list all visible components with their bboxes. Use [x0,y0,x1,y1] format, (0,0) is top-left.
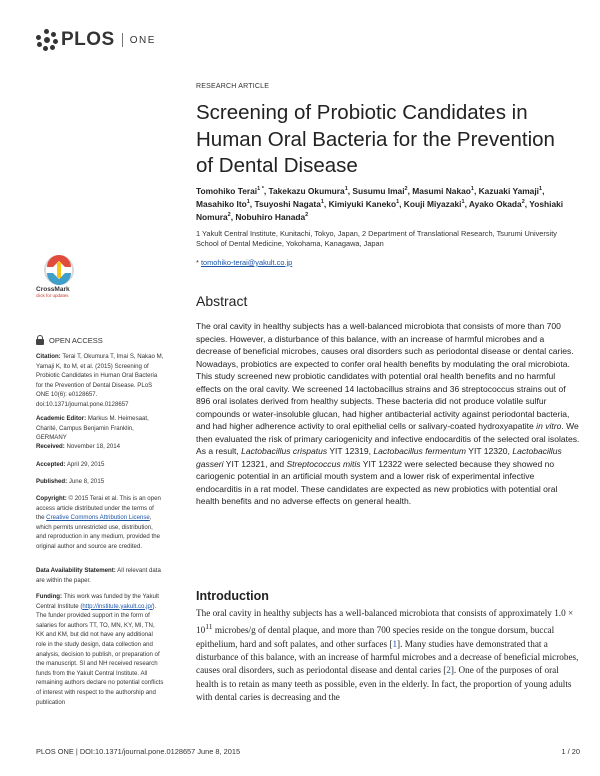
copyright-block: Copyright: © 2015 Terai et al. This is an open access article distributed under the terms of the Creative Commons Attribution License, which permits unrestricted use, distribution, and reproduction in any medium, provided the original author and source are credited. [36,495,161,550]
plos-dots-icon [36,29,58,51]
email-link[interactable]: tomohiko-terai@yakult.co.jp [200,258,293,267]
author-name: Susumu Imai$^2$ [352,185,408,196]
author-name: Ayako Okada$^2$ [468,198,525,209]
author-name: Masahiko Ito$^1$ [196,198,250,209]
email-marker: * [196,258,199,267]
author-name: Kimiyuki Kaneko$^1$ [328,198,400,209]
received-date: Received: November 18, 2014 [36,443,121,450]
introduction-text: The oral cavity in healthy subjects has a well-balanced microbiota that consists of approximately $1.0 \times 10^{11}$ microbes/g of dental plaque, and more than 700 species reside on the tongue dorsum, buccal epithelium, hard and soft palates, and other surfaces [1]. Many studies have demonstrated that a disturbance of this balance, with an increase of harmful microbes and a decrease of beneficial microbes, causes oral disorders, such as periodontal disease and dental caries [2]. One of the purposes of oral health is to retain as many teeth as possible, even in the elderly. In fact, the proportion of young adults with dental caries is decreasing and the [196,608,579,702]
affiliations: 1 Yakult Central Institute, Kunitachi, Tokyo, Japan, 2 Department of Translational Research, Tsurumi University School of Dental Medicine, Yokohama, Kanagawa, Japan [196,229,557,249]
crossmark-label: CrossMark [36,286,70,293]
page-footer [36,747,580,756]
abstract-heading: Abstract [196,293,248,309]
author-name: Takekazu Okumura$^1$ [268,185,348,196]
author-name: Masumi Nakao$^1$ [412,185,474,196]
author-list: Tomohiko Terai$^{1 *}$, Takekazu Okumura$^1$, Susumu Imai$^2$, Masumi Nakao$^1$, Kazuaki Yamaji$^1$, Masahiko Ito$^1$, Tsuyoshi Nagata$^1$, Kimiyuki Kaneko$^1$, Kouji Miyazaki$^1$, Ayako Okada$^2$, Yoshiaki Nomura$^2$, Nobuhiro Hanada$^2$ [196,185,564,222]
author-name: Yoshiaki Nomura$^2$ [196,198,564,222]
author-name: Nobuhiro Hanada$^2$ [235,211,309,222]
logo-divider [122,33,123,47]
academic-editor-block: Academic Editor: Markus M. Heimesaat, Charité, Campus Benjamin Franklin, GERMANY [36,415,149,442]
article-title: Screening of Probiotic Candidates in Human Oral Bacteria for the Prevention of Dental Disease [196,101,555,177]
logo-text: PLOS [61,29,115,50]
footer-citation: PLOS ONE | DOI:10.1371/journal.pone.0128657 June 8, 2015 [36,747,241,756]
author-name: Kouji Miyazaki$^1$ [403,198,465,209]
plos-logo[interactable] [36,27,156,53]
article-type: RESEARCH ARTICLE [196,83,270,90]
accepted-date: Accepted: April 29, 2015 [36,461,105,468]
author-name: Tsuyoshi Nagata$^1$ [254,198,324,209]
abstract-text: The oral cavity in healthy subjects has a well-balanced microbiota that consists of more than 700 species. However, a disturbance of this balance, with an increase of harmful microbes and a decrease of beneficial microbes, causes oral disorders such as periodontal disease or dental caries. Nowadays, probiotics are expected to confer oral health benefits by modulating the oral microbiota. This study screened new probiotic candidates with potential oral health benefits and no harmful effects on the oral cavity. We screened 14 lactobacillus strains and 36 streptococcus strains out of 896 oral isolates derived from healthy subjects. These bacteria did not produce volatile sulfur compounds or water-insoluble glucan, had higher antibacterial activity against periodontal bacteria, and had higher adherence activity to oral epithelial cells or salivary-coated hydroxyapatite in vitro. We then evaluated the risk of primary cariogenicity and infective endocarditis of the selected oral isolates. As a result, Lactobacillus crispatus YIT 12319, Lactobacillus fermentum YIT 12320, Lactobacillus gasseri YIT 12321, and Streptococcus mitis YIT 12322 were selected because they showed no cariogenic potential in an artificial mouth system and a lower risk of experimental infective endocarditis in a rat model. These candidates are expected as new probiotics with potential oral health benefits and no adverse effects on general health. [196,321,580,506]
citation-link[interactable]: 2 [446,665,451,676]
logo-subtext: ONE [129,34,156,46]
open-access-label: OPEN ACCESS [49,335,103,345]
corresponding-email [196,258,292,267]
data-availability-block: Data Availability Statement: All relevant data are within the paper. [36,567,161,584]
funding-block: Funding: This work was funded by the Yakult Central Institute (http://institute.yakult.co.jp/). The funder provided support in the form of salaries for authors TT, TO, MN, KY, MI, TN, KK and KM, but did not have any additional role in the study design, data collection and analysis, decision to publish, or preparation of the manuscript. SI and NH received research funds from the Yakult Central Institute. All remaining authors declare no potential conflicts of interest with respect to the authorship and publication [36,593,164,706]
author-name: Kazuaki Yamaji$^1$ [478,185,543,196]
open-lock-icon [36,335,44,345]
open-access-badge [36,335,103,345]
author-name: Tomohiko Terai$^{1 *}$ [196,185,264,196]
funder-link[interactable]: http://institute.yakult.co.jp/ [82,602,153,610]
introduction-heading: Introduction [196,589,269,603]
published-date: Published: June 8, 2015 [36,478,105,485]
crossmark-sublabel: click for updates [36,293,69,298]
license-link[interactable]: Creative Commons Attribution License [46,514,150,522]
citation-link[interactable]: 1 [392,638,398,649]
citation-block: Citation: Terai T, Okumura T, Imai S, Nakao M, Yamaji K, Ito M, et al. (2015) Screening of Probiotic Candidates in Human Oral Bacteria for the Prevention of Dental Disease. PLoS ONE 10(6): e0128657. doi:10.1371/journal.pone.0128657 [36,353,164,408]
page-number: 1 / 20 [561,747,580,756]
